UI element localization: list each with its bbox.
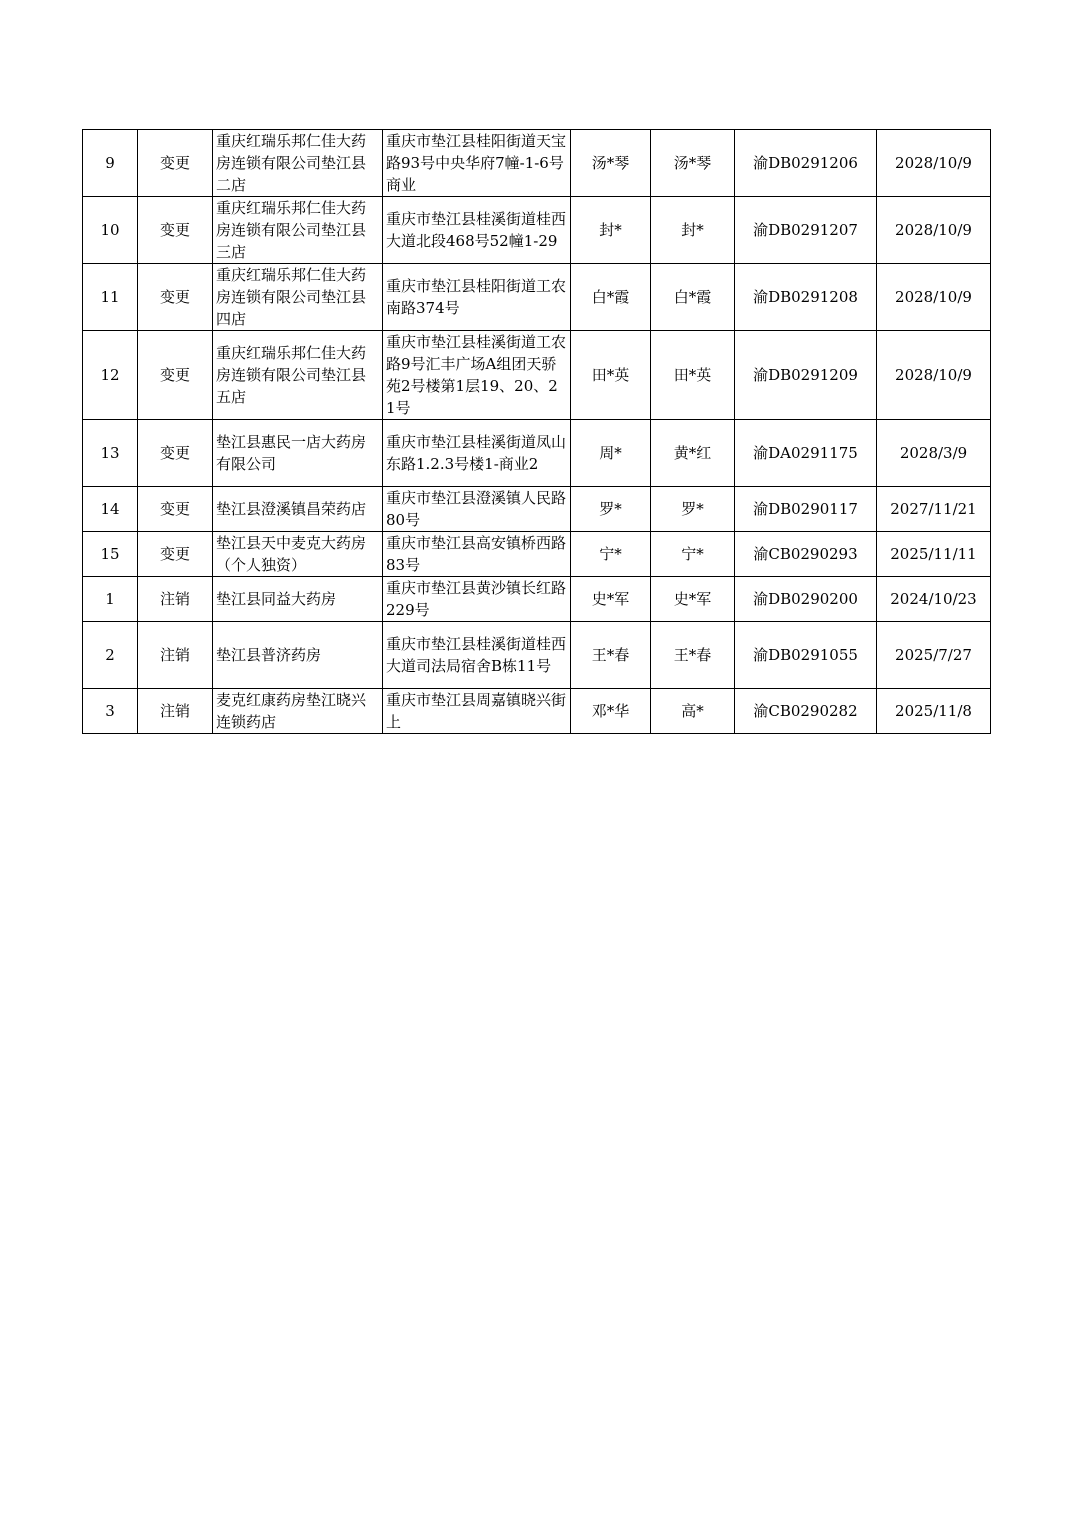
row-number-cell: 11 [83,264,138,331]
change-type-cell: 变更 [138,264,213,331]
table-row [83,622,991,689]
table-body [83,130,991,734]
company-name-cell: 麦克红康药房垫江晓兴连锁药店 [213,689,383,734]
pharmacy-change-table [82,129,990,734]
address-cell: 重庆市垫江县周嘉镇晓兴街上 [383,689,571,734]
row-number-cell: 12 [83,331,138,420]
company-name-cell: 重庆红瑞乐邦仁佳大药房连锁有限公司垫江县三店 [213,197,383,264]
company-name-cell: 重庆红瑞乐邦仁佳大药房连锁有限公司垫江县二店 [213,130,383,197]
change-type-cell: 变更 [138,420,213,487]
license-number-cell: 渝DB0291206 [735,130,877,197]
expiry-date-cell: 2028/10/9 [877,331,991,420]
legal-representative-cell: 王*春 [571,622,651,689]
license-number-cell: 渝DA0291175 [735,420,877,487]
expiry-date-cell: 2024/10/23 [877,577,991,622]
company-name-cell: 垫江县同益大药房 [213,577,383,622]
table-row [83,689,991,734]
table-row [83,487,991,532]
quality-manager-cell: 汤*琴 [651,130,735,197]
change-type-cell: 变更 [138,487,213,532]
license-table [82,129,991,734]
company-name-cell: 垫江县澄溪镇昌荣药店 [213,487,383,532]
legal-representative-cell: 封* [571,197,651,264]
table-row [83,532,991,577]
address-cell: 重庆市垫江县桂溪街道桂西大道北段468号52幢1-29 [383,197,571,264]
table-row [83,197,991,264]
row-number-cell: 9 [83,130,138,197]
legal-representative-cell: 史*军 [571,577,651,622]
address-cell: 重庆市垫江县桂阳街道工农南路374号 [383,264,571,331]
expiry-date-cell: 2025/11/8 [877,689,991,734]
table-row [83,331,991,420]
row-number-cell: 13 [83,420,138,487]
license-number-cell: 渝CB0290282 [735,689,877,734]
license-number-cell: 渝DB0291209 [735,331,877,420]
address-cell: 重庆市垫江县桂阳街道天宝路93号中央华府7幢-1-6号商业 [383,130,571,197]
legal-representative-cell: 田*英 [571,331,651,420]
license-number-cell: 渝DB0291055 [735,622,877,689]
row-number-cell: 15 [83,532,138,577]
quality-manager-cell: 白*霞 [651,264,735,331]
company-name-cell: 重庆红瑞乐邦仁佳大药房连锁有限公司垫江县五店 [213,331,383,420]
address-cell: 重庆市垫江县桂溪街道工农路9号汇丰广场A组团天骄苑2号楼第1层19、20、21号 [383,331,571,420]
quality-manager-cell: 史*军 [651,577,735,622]
expiry-date-cell: 2028/10/9 [877,197,991,264]
license-number-cell: 渝DB0290200 [735,577,877,622]
table-row [83,577,991,622]
change-type-cell: 注销 [138,622,213,689]
expiry-date-cell: 2027/11/21 [877,487,991,532]
table-row [83,264,991,331]
quality-manager-cell: 高* [651,689,735,734]
expiry-date-cell: 2028/10/9 [877,264,991,331]
address-cell: 重庆市垫江县桂溪街道桂西大道司法局宿舍B栋11号 [383,622,571,689]
company-name-cell: 垫江县惠民一店大药房有限公司 [213,420,383,487]
license-number-cell: 渝CB0290293 [735,532,877,577]
license-number-cell: 渝DB0291207 [735,197,877,264]
table-row [83,130,991,197]
license-number-cell: 渝DB0290117 [735,487,877,532]
legal-representative-cell: 邓*华 [571,689,651,734]
row-number-cell: 10 [83,197,138,264]
row-number-cell: 3 [83,689,138,734]
address-cell: 重庆市垫江县黄沙镇长红路229号 [383,577,571,622]
quality-manager-cell: 田*英 [651,331,735,420]
address-cell: 重庆市垫江县桂溪街道凤山东路1.2.3号楼1-商业2 [383,420,571,487]
change-type-cell: 变更 [138,331,213,420]
table-row [83,420,991,487]
quality-manager-cell: 封* [651,197,735,264]
company-name-cell: 重庆红瑞乐邦仁佳大药房连锁有限公司垫江县四店 [213,264,383,331]
legal-representative-cell: 周* [571,420,651,487]
quality-manager-cell: 罗* [651,487,735,532]
expiry-date-cell: 2025/11/11 [877,532,991,577]
expiry-date-cell: 2028/10/9 [877,130,991,197]
change-type-cell: 变更 [138,532,213,577]
license-number-cell: 渝DB0291208 [735,264,877,331]
change-type-cell: 变更 [138,197,213,264]
change-type-cell: 注销 [138,577,213,622]
legal-representative-cell: 白*霞 [571,264,651,331]
legal-representative-cell: 宁* [571,532,651,577]
legal-representative-cell: 汤*琴 [571,130,651,197]
row-number-cell: 14 [83,487,138,532]
company-name-cell: 垫江县普济药房 [213,622,383,689]
row-number-cell: 1 [83,577,138,622]
expiry-date-cell: 2028/3/9 [877,420,991,487]
quality-manager-cell: 黄*红 [651,420,735,487]
address-cell: 重庆市垫江县高安镇桥西路83号 [383,532,571,577]
change-type-cell: 变更 [138,130,213,197]
row-number-cell: 2 [83,622,138,689]
change-type-cell: 注销 [138,689,213,734]
address-cell: 重庆市垫江县澄溪镇人民路80号 [383,487,571,532]
quality-manager-cell: 王*春 [651,622,735,689]
expiry-date-cell: 2025/7/27 [877,622,991,689]
legal-representative-cell: 罗* [571,487,651,532]
company-name-cell: 垫江县天中麦克大药房（个人独资） [213,532,383,577]
quality-manager-cell: 宁* [651,532,735,577]
